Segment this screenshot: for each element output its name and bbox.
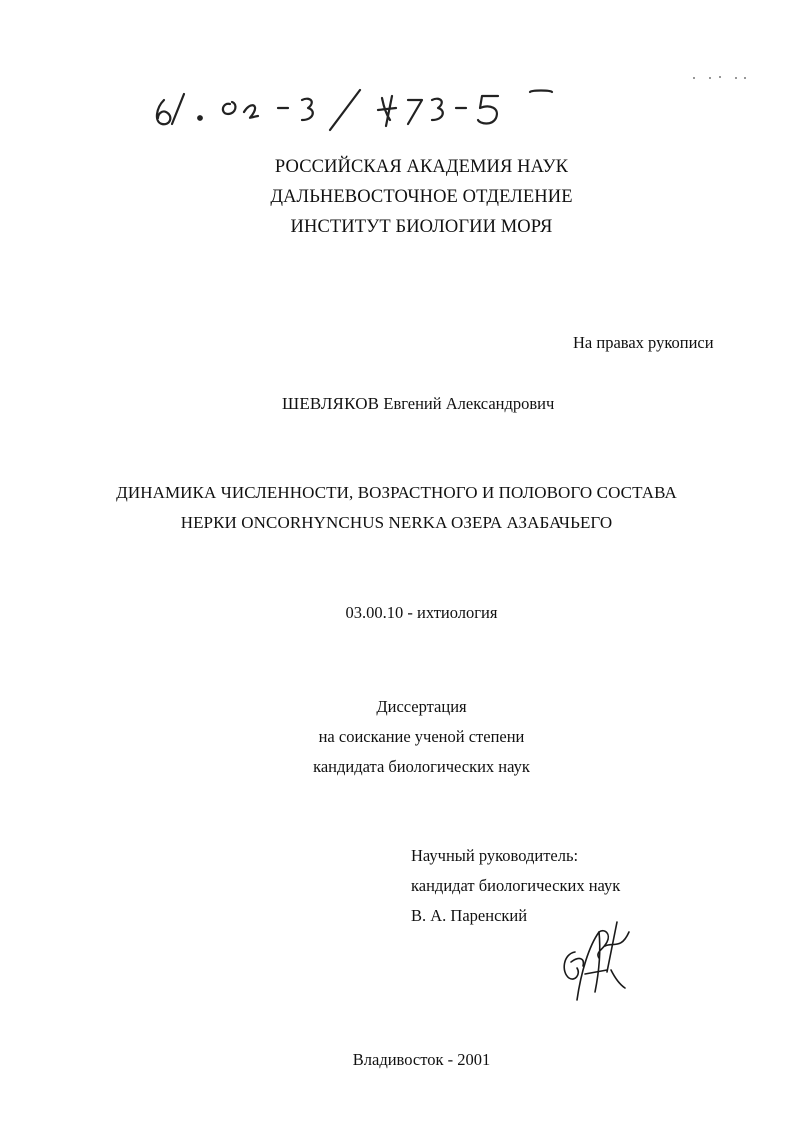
dissertation-statement <box>0 692 793 782</box>
advisor-degree: кандидат биологических наук <box>411 876 621 895</box>
manuscript-rights-note: На правах рукописи <box>573 333 714 352</box>
author-surname: ШЕВЛЯКОВ <box>282 394 380 413</box>
author-name <box>282 394 554 414</box>
title-line-2: НЕРКИ ONCORHYNCHUS NERKA ОЗЕРА АЗАБАЧЬЕГО <box>180 513 613 532</box>
dissertation-line-1: Диссертация <box>376 697 467 716</box>
author-signature <box>555 912 635 1007</box>
author-given-names: Евгений Александрович <box>383 394 555 413</box>
advisor-role: Научный руководитель: <box>411 846 579 865</box>
dissertation-title <box>0 478 793 538</box>
title-line-1: ДИНАМИКА ЧИСЛЕННОСТИ, ВОЗРАСТНОГО И ПОЛОВОГО СОСТАВА <box>116 483 677 502</box>
header-line-academy: РОССИЙСКАЯ АКАДЕМИЯ НАУК <box>274 157 569 177</box>
dissertation-line-2: на соискание ученой степени <box>318 727 525 746</box>
header-line-institute: ИНСТИТУТ БИОЛОГИИ МОРЯ <box>290 217 553 237</box>
handwritten-catalog-number <box>150 78 570 138</box>
specialty-code: 03.00.10 - ихтиология <box>345 603 498 622</box>
city-and-year: Владивосток - 2001 <box>352 1050 491 1069</box>
advisor-name: В. А. Паренский <box>411 906 528 925</box>
organization-header <box>0 152 793 242</box>
scan-dots <box>690 70 750 80</box>
dissertation-line-3: кандидата биологических наук <box>313 757 530 776</box>
header-line-branch: ДАЛЬНЕВОСТОЧНОЕ ОТДЕЛЕНИЕ <box>270 187 573 207</box>
